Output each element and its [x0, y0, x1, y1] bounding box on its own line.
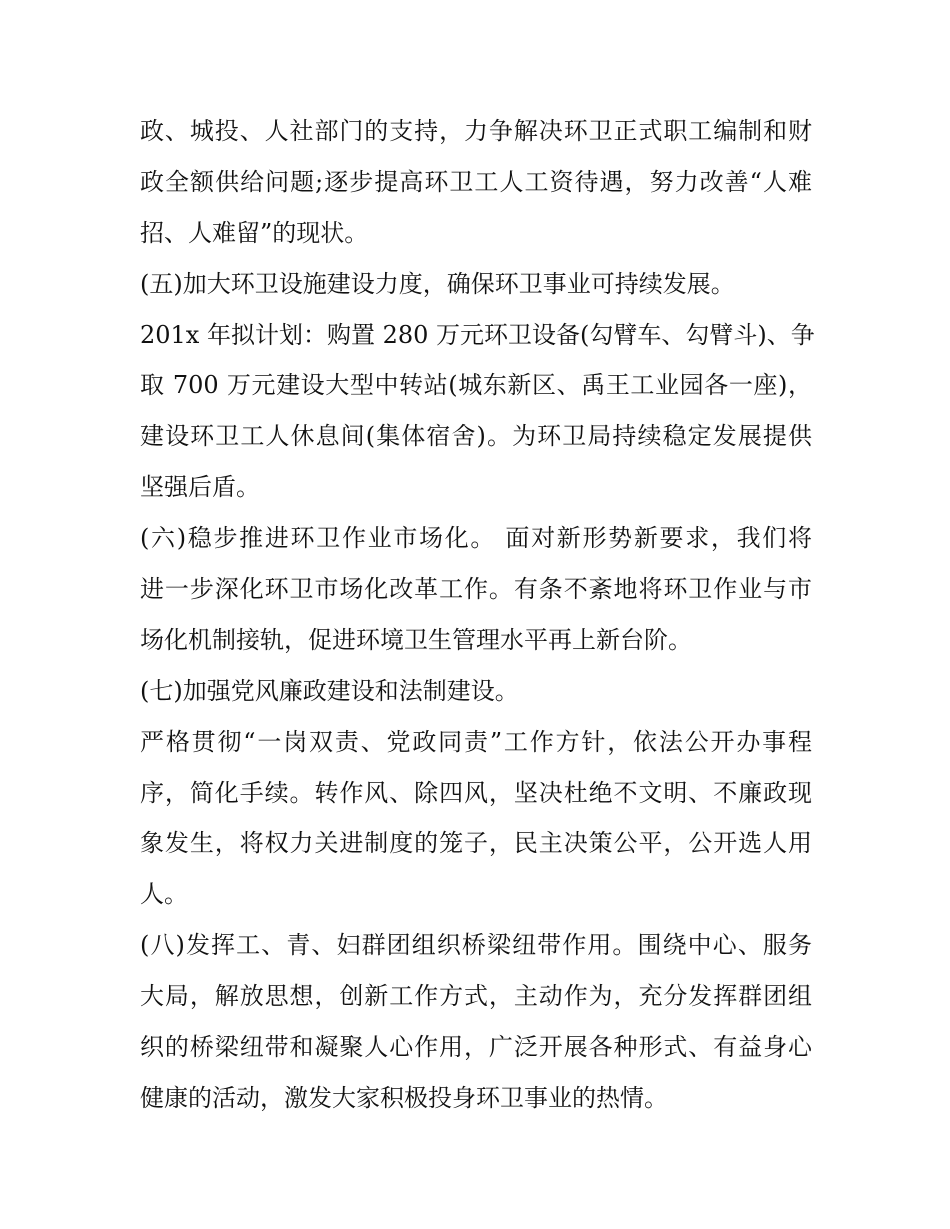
text-line: 坚强后盾。 [140, 473, 260, 502]
text-line: 织的桥梁纽带和凝聚人心作用，广泛开展各种形式、有益身心 [140, 1033, 812, 1062]
section-heading-7: (七)加强党风廉政建设和法制建设。 [140, 676, 519, 705]
text-line: 政、城投、人社部门的支持，力争解决环卫正式职工编制和财 [140, 117, 812, 145]
text-line: 招、人难留”的现状。 [140, 218, 369, 247]
text-line: 象发生，将权力关进制度的笼子，民主决策公平，公开选人用 [140, 829, 812, 858]
text-line: 取 700 万元建设大型中转站(城东新区、禹王工业园各一座)， [140, 371, 812, 400]
text-line: 人。 [140, 880, 188, 909]
text-line: 进一步深化环卫市场化改革工作。有条不紊地将环卫作业与市 [140, 575, 812, 604]
text-line: 建设环卫工人休息间(集体宿舍)。为环卫局持续稳定发展提供 [140, 422, 812, 451]
text-line: 严格贯彻“一岗双责、党政同责”工作方针，依法公开办事程 [140, 727, 812, 756]
document-body [140, 106, 815, 1124]
section-heading-8: (八)发挥工、青、妇群团组织桥梁纽带作用。围绕中心、服务 [140, 931, 812, 960]
text-line: 健康的活动，激发大家积极投身环卫事业的热情。 [140, 1083, 668, 1112]
text-line: 政全额供给问题;逐步提高环卫工人工资待遇，努力改善“人难 [140, 167, 812, 196]
section-heading-5: (五)加大环卫设施建设力度，确保环卫事业可持续发展。 [140, 269, 735, 298]
text-line: 大局，解放思想，创新工作方式，主动作为，充分发挥群团组 [140, 982, 812, 1011]
text-line: 201x 年拟计划：购置 280 万元环卫设备(勾臂车、勾臂斗)、争 [140, 320, 815, 349]
section-heading-6: (六)稳步推进环卫作业市场化。 面对新形势新要求，我们将 [140, 524, 812, 553]
text-line: 场化机制接轨，促进环境卫生管理水平再上新台阶。 [140, 625, 692, 654]
text-line: 序，简化手续。转作风、除四风，坚决杜绝不文明、不廉政现 [140, 778, 812, 807]
